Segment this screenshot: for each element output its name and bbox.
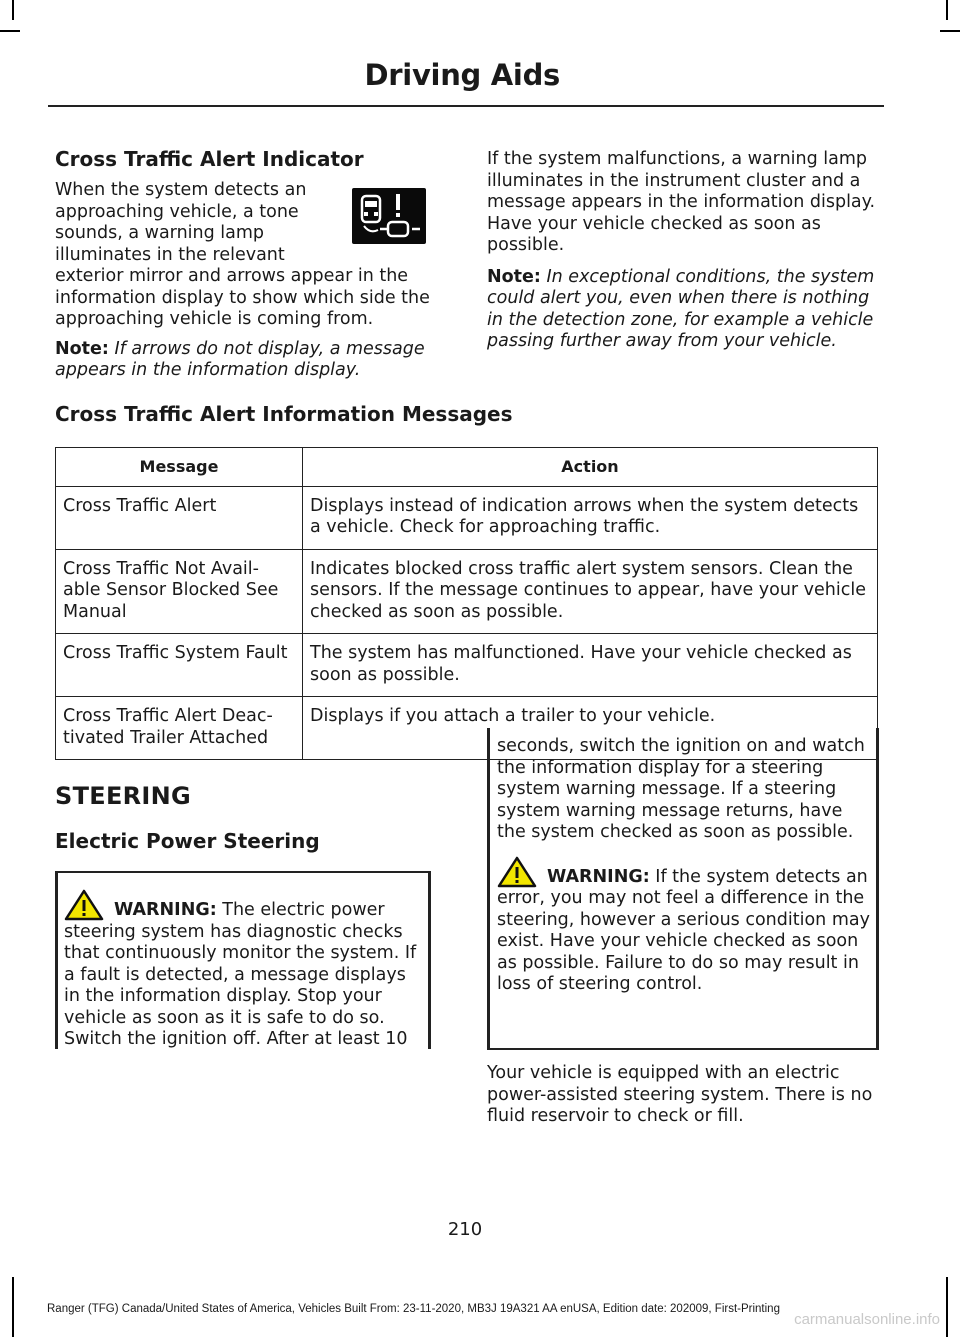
page-title: Driving Aids [364, 58, 560, 92]
action-cell: Displays if you attach a trailer to your vehicle. [303, 697, 878, 760]
page-number: 210 [447, 1219, 483, 1240]
warning-text [497, 856, 872, 996]
crop-mark [12, 1277, 14, 1337]
indicator-note [55, 339, 440, 382]
cross-traffic-alert-icon [352, 188, 426, 244]
eps-description [487, 1063, 877, 1128]
malfunction-text: If the system malfunctions, a warning lamp illuminates in the instrument cluster and a message appears in the information display. Have your vehicle checked as soon as possible. [487, 149, 876, 255]
action-cell: Indicates blocked cross traffic alert system sensors. Clean the sensors. If the message continues to appear, have your vehicle checked as soon as possible. [303, 549, 878, 634]
warning-label: WARNING: [114, 900, 217, 920]
warning-text [64, 889, 426, 1051]
eps-body-text: Your vehicle is equipped with an electric power-assisted steering system. There is no fluid reservoir to check or fill. [487, 1063, 873, 1126]
table-row [56, 486, 878, 549]
table-header-row [56, 448, 878, 487]
table-row [56, 634, 878, 697]
messages-heading: Cross Traffic Alert Information Messages [55, 402, 513, 426]
crop-mark [946, 0, 948, 20]
watermark: carmanualsonline.info [794, 1311, 940, 1328]
crop-mark [0, 30, 20, 32]
action-cell: Displays instead of indication arrows when the system detects a vehicle. Check for approaching traffic. [303, 486, 878, 549]
message-cell: Cross Traffic System Fault [56, 634, 303, 697]
warning-box [55, 871, 431, 1049]
warning-box [487, 728, 879, 1050]
steering-heading: STEERING [55, 782, 192, 810]
column-header-message: Message [56, 448, 303, 487]
message-cell: Cross Traffic Alert [56, 486, 303, 549]
indicator-body: When the system detects an approaching vehicle, a tone sounds, a warning lamp illuminates in the relevant exterior mirror and arrows appear in the information display to show which side the approaching vehicle is coming from. [55, 180, 430, 329]
warning-triangle-icon [497, 856, 543, 888]
message-cell: Cross Traffic Alert Deac-tivated Trailer Attached [56, 697, 303, 760]
table-row [56, 549, 878, 634]
warning-label: WARNING: [547, 866, 650, 887]
warning-body: If the system detects an error, you may not feel a difference in the steering, however a serious condition may exist. Have your vehicle checked as soon as possible. Failure to do so may result in loss of steering control. [497, 866, 870, 994]
note-text: If arrows do not display, a message appears in the information display. [55, 338, 425, 380]
warning-triangle-icon [64, 889, 110, 921]
eps-heading: Electric Power Steering [55, 829, 320, 853]
indicator-heading: Cross Traffic Alert Indicator [55, 147, 364, 171]
messages-table [55, 447, 878, 760]
crop-mark [940, 30, 960, 32]
note-label: Note: [55, 338, 109, 359]
message-cell: Cross Traffic Not Avail-able Sensor Blocked See Manual [56, 549, 303, 634]
malfunction-section [487, 149, 879, 353]
crop-mark [946, 1277, 948, 1337]
note-text: In exceptional conditions, the system could alert you, even when there is nothing in the detection zone, for example a vehicle passing further away from your vehicle. [487, 266, 875, 351]
note-label: Note: [487, 266, 541, 287]
indicator-section [55, 146, 440, 382]
column-header-action: Action [303, 448, 878, 487]
warning-continued-text: seconds, switch the ignition on and watch the information display for a steering system warning message. If a steering system warning message returns, have the system checked as soon as possible. [497, 736, 865, 842]
crop-mark [12, 0, 14, 20]
exceptional-note [487, 267, 879, 353]
footer-text: Ranger (TFG) Canada/United States of America, Vehicles Built From: 23-11-2020, MB3J 19A321 AA enUSA, Edition date: 202009, First-Printing [47, 1303, 780, 1315]
header-divider [48, 105, 884, 107]
action-cell: The system has malfunctioned. Have your vehicle checked as soon as possible. [303, 634, 878, 697]
warning-body: The electric power steering system has diagnostic checks that continuously monitor the system. If a fault is detected, a message displays in the information display. Stop your vehicle as soon as it is safe to do so. Switch the ignition off. After at least 10 [64, 900, 417, 1049]
